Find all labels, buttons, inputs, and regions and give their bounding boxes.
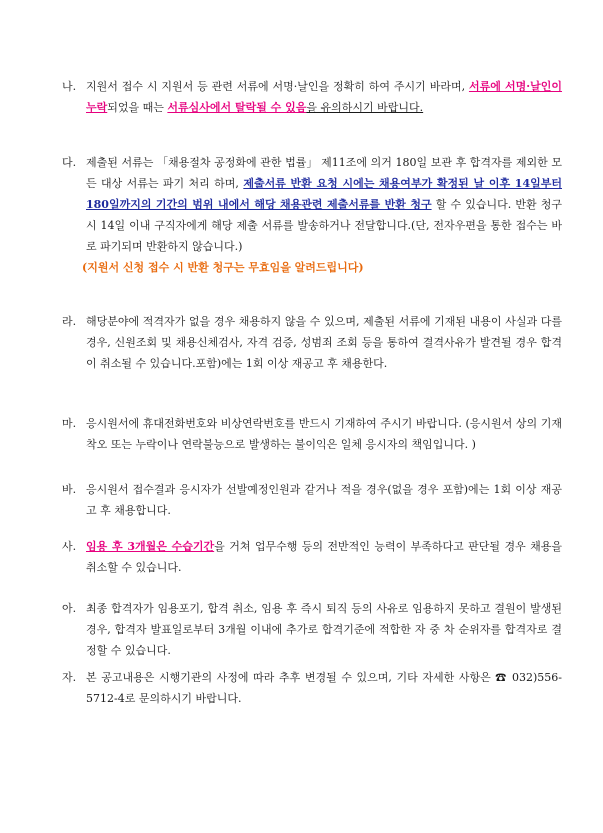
item-body: 응시원서에 휴대전화번호와 비상연락번호를 반드시 기재하여 주시기 바랍니다. (응시원서 상의 기재착오 또는 누락이나 연락불능으로 발생하는 불이익은 일체 응시자의 책임입니다. ) (86, 417, 562, 451)
item-marker: 사. (62, 540, 77, 553)
item-marker: 아. (62, 602, 77, 615)
emphasis-return-request: 제출서류 반환 요청 시에는 채용여부가 확정된 날 이후 14일부터 180일까지의 기간의 범위 내에서 해당 채용관련 제출서류를 반환 청구 (86, 177, 562, 211)
item-body: 해당분야에 적격자가 없을 경우 채용하지 않을 수 있으며, 제출된 서류에 기재된 내용이 사실과 다를 경우, 신원조회 및 채용신체검사, 자격 검증, 성범죄 조회 등을 통하여 결격사유가 발견될 경우 합격이 취소될 수 있습니다.포함)에는 1회 이상 재공고 후 채용한다. (86, 315, 562, 370)
notice-item-da (62, 152, 562, 278)
emphasis-missing-signature: 서류에 서명·날인이 누락 (86, 80, 563, 114)
notice-item-a (62, 598, 562, 661)
item-marker: 자. (62, 671, 77, 684)
item-body: 지원서 접수 시 지원서 등 관련 서류에 서명·날인을 정확히 하여 주시기 바라며, 서류에 서명·날인이 누락되었을 때는 서류심사에서 탈락될 수 있음을 유의하시기 바랍니다. (86, 80, 563, 114)
item-marker: 마. (62, 417, 77, 430)
notice-item-ma (62, 413, 562, 455)
item-marker: 다. (62, 156, 77, 169)
item-body: 제출된 서류는 「채용절차 공정화에 관한 법률」 제11조에 의거 180일 보관 후 합격자를 제외한 모든 대상 서류는 파기 처리 하며, 제출서류 반환 요청 시에는 채용여부가 확정된 날 이후 14일부터 180일까지의 기간의 범위 내에서 해당 채용관련 제출서류를 반환 청구 할 수 있습니다. 반환 청구 시 14일 이내 구직자에게 해당 제출 서류를 발송하거나 전달합니다.(단, 전자우편을 통한 접수는 바로 파기되며 반환하지 않습니다.) (지원서 신청 접수 시 반환 청구는 무효임을 알려드립니다) (86, 152, 562, 278)
emphasis-probation: 임용 후 3개월은 수습기간 (86, 540, 215, 553)
notice-item-sa (62, 536, 562, 578)
item-body: 임용 후 3개월은 수습기간을 거쳐 업무수행 등의 전반적인 능력이 부족하다고 판단될 경우 채용을 취소할 수 있습니다. (86, 540, 563, 574)
notice-item-ja (62, 667, 562, 709)
return-request-note: (지원서 신청 접수 시 반환 청구는 무효임을 알려드립니다) (82, 261, 364, 274)
notice-item-ra (62, 311, 562, 374)
item-body: 본 공고내용은 시행기관의 사정에 따라 추후 변경될 수 있으며, 기타 자세한 사항은 ☎ 032)556-5712-4로 문의하시기 바랍니다. (86, 671, 562, 705)
item-body: 응시원서 접수결과 응시자가 선발예정인원과 같거나 적을 경우(없을 경우 포함)에는 1회 이상 재공고 후 채용합니다. (86, 483, 562, 517)
item-marker: 나. (62, 80, 77, 93)
item-marker: 바. (62, 483, 77, 496)
item-marker: 라. (62, 315, 77, 328)
notice-item-na (62, 76, 562, 118)
notice-item-ba (62, 479, 562, 521)
emphasis-disqualification: 서류심사에서 탈락될 수 있음 (167, 101, 307, 114)
item-body: 최종 합격자가 임용포기, 합격 취소, 임용 후 즉시 퇴직 등의 사유로 임용하지 못하고 결원이 발생된 경우, 합격자 발표일로부터 3개월 이내에 추가로 합격기준에 적합한 자 중 차 순위자를 합격자로 결정할 수 있습니다. (86, 602, 562, 657)
